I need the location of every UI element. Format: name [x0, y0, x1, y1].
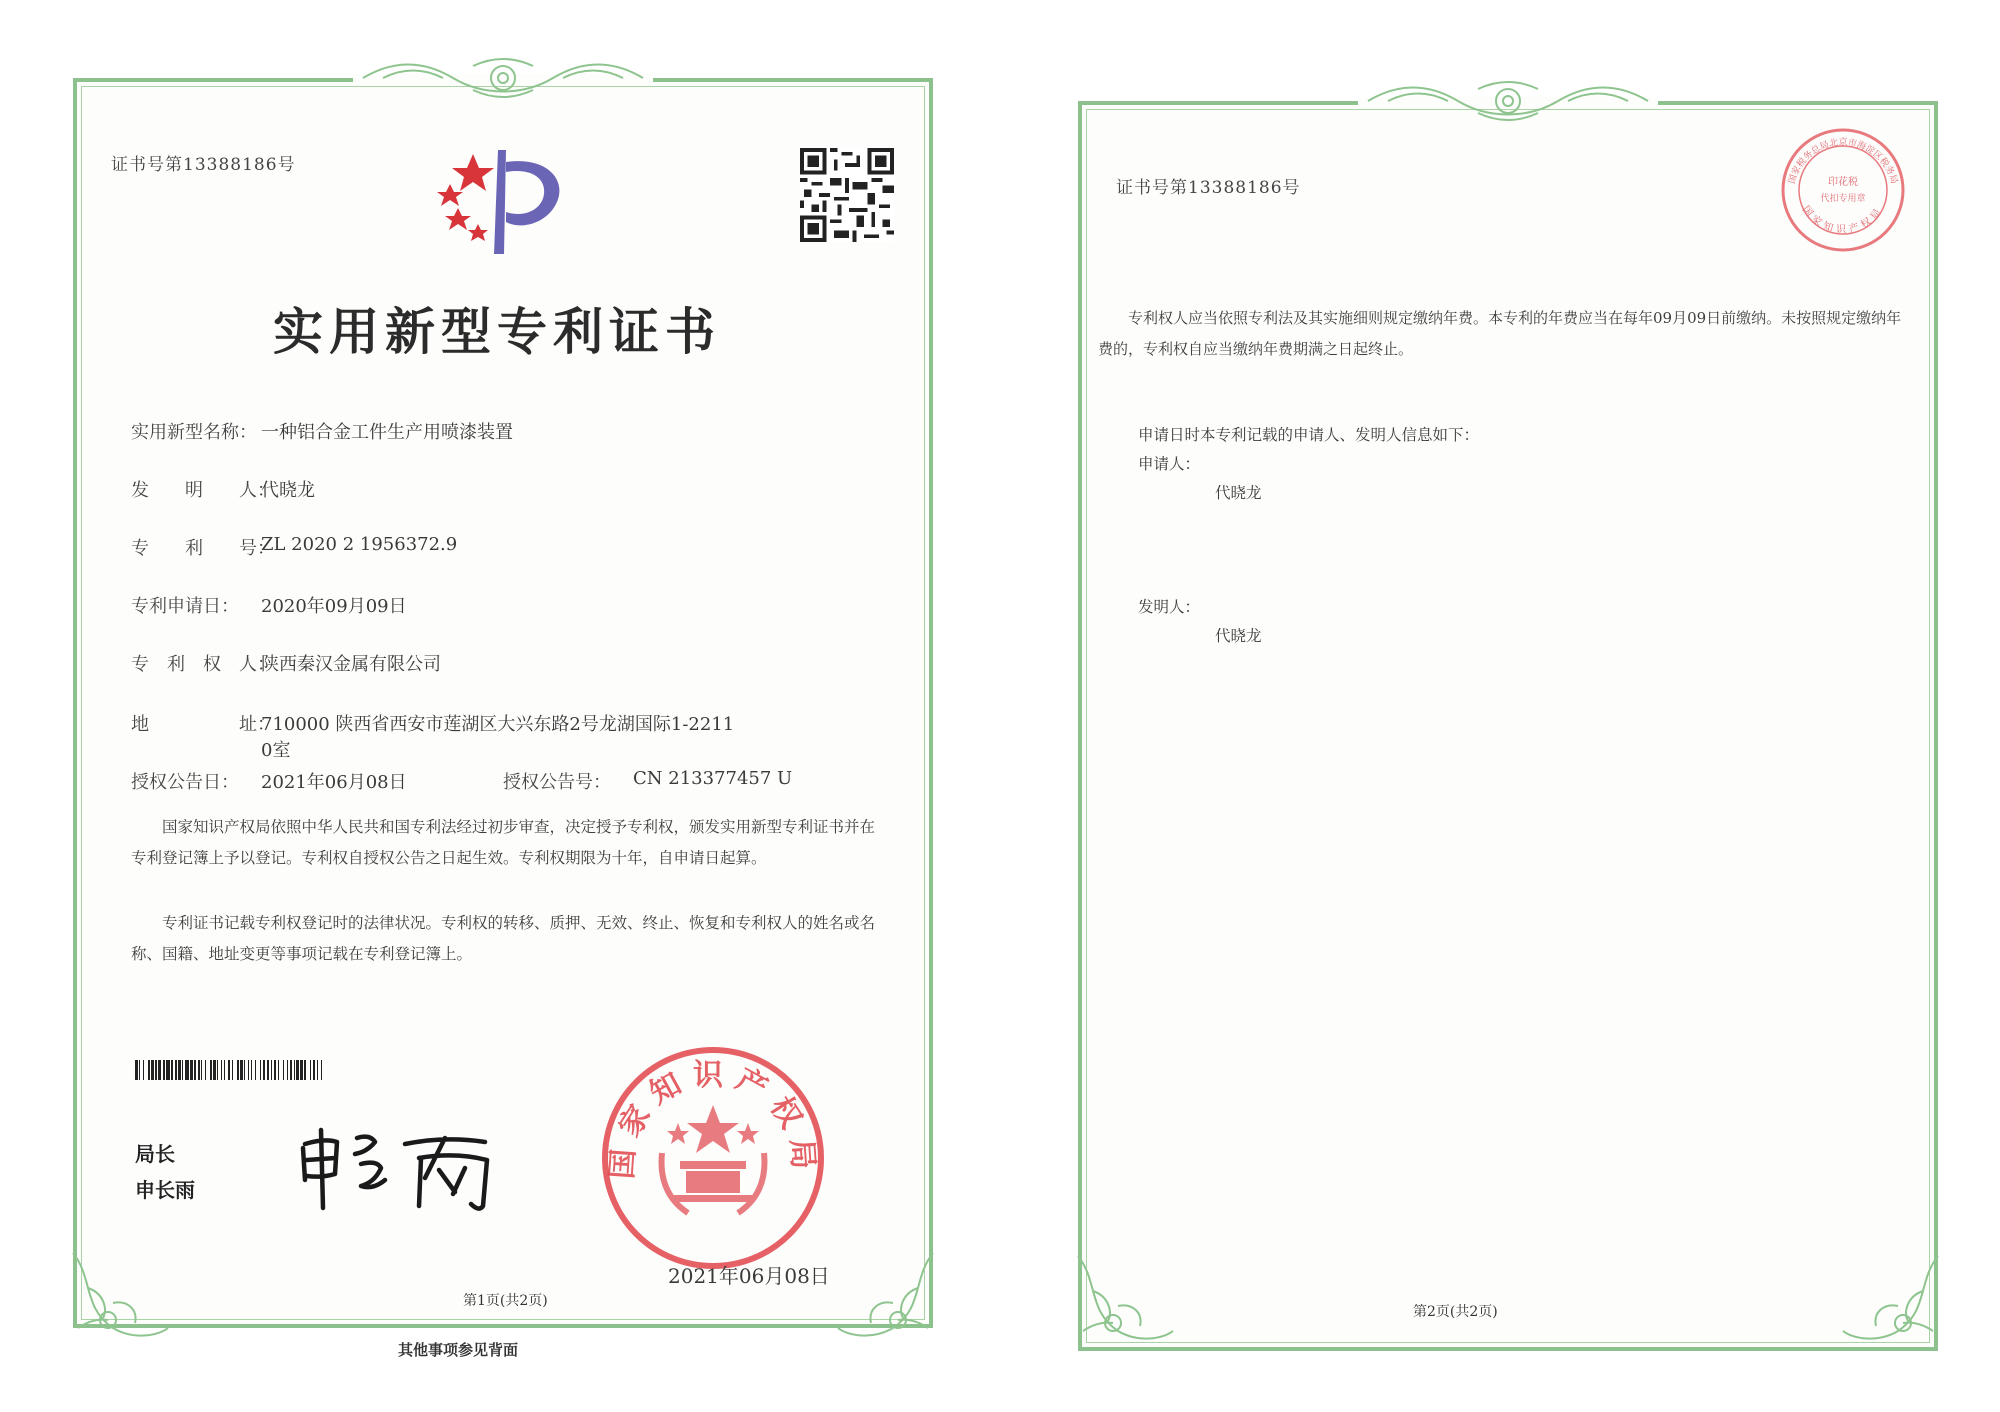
footer-note: 其他事项参见背面 — [398, 1341, 519, 1359]
inventor-label: 发明人： — [1138, 598, 1201, 616]
svg-text:国家知识产权局 — [1800, 204, 1886, 236]
certificate-number: 证书号第13388186号 — [1116, 178, 1301, 198]
field-label-address: 地 址： — [131, 714, 275, 735]
field-label-grant-date: 授权公告日： — [131, 772, 239, 793]
patent-office-logo-icon — [428, 146, 578, 256]
tax-stamp-bottom-text: 国家知识产权局 — [1799, 204, 1887, 236]
field-value-grant-date: 2021年06月08日 — [261, 772, 407, 793]
field-value-patentee: 陕西秦汉金属有限公司 — [261, 654, 441, 675]
annual-fee-paragraph: 专利权人应当依照专利法及其实施细则规定缴纳年费。本专利的年费应当在每年09月09日前缴纳。未按照规定缴纳年费的，专利权自应当缴纳年费期满之日起终止。 — [1098, 309, 1902, 358]
seal-text: 国家知识产权局 — [604, 1058, 822, 1181]
grant-paragraph: 国家知识产权局依照中华人民共和国专利法经过初步审查，决定授予专利权，颁发实用新型专利证书并在专利登记簿上予以登记。专利权自授权公告之日起生效。专利权期限为十年，自申请日起算。 — [131, 818, 876, 867]
corner-ornament-icon — [1838, 1251, 1948, 1346]
official-seal-icon — [598, 1043, 828, 1273]
field-value-address-line1: 710000 陕西省西安市莲湖区大兴东路2号龙湖国际1-2211 — [261, 714, 735, 735]
page-inner-border — [1086, 109, 1930, 1343]
certificate-front-page — [73, 78, 933, 1328]
field-value-address-line2: 0室 — [261, 740, 291, 761]
field-value-patent-no: ZL 2020 2 1956372.9 — [261, 534, 458, 555]
legal-status-paragraph: 专利证书记载专利权登记时的法律状况。专利权的转移、质押、无效、终止、恢复和专利权人的姓名或名称、国籍、地址变更等事项记载在专利登记簿上。 — [131, 914, 876, 963]
page-number: 第1页(共2页) — [463, 1293, 548, 1309]
certificate-number: 证书号第13388186号 — [111, 155, 296, 175]
tax-stamp-outer-text: 国家税务总局北京市海淀区税务局 — [1787, 138, 1899, 186]
handwritten-signature-icon — [295, 1108, 505, 1218]
corner-ornament-icon — [1068, 1251, 1178, 1346]
field-value-grant-no: CN 213377457 U — [633, 768, 793, 789]
signer-title: 局长 — [135, 1142, 175, 1166]
tax-stamp-inner-text: 印花税 — [1828, 177, 1858, 188]
field-value-inventor: 代晓龙 — [261, 480, 315, 501]
field-label-grant-no: 授权公告号： — [503, 772, 611, 793]
qr-code-icon — [800, 148, 894, 242]
certificate-title: 实用新型专利证书 — [273, 303, 721, 361]
field-label-patentee: 专 利 权 人： — [131, 654, 275, 675]
signer-name: 申长雨 — [135, 1178, 195, 1202]
field-label-patent-no: 专 利 号： — [131, 538, 275, 559]
field-label-name: 实用新型名称： — [131, 422, 257, 443]
top-ornament-icon — [353, 56, 653, 100]
seal-date: 2021年06月08日 — [668, 1264, 830, 1288]
barcode-icon — [135, 1060, 387, 1080]
field-value-name: 一种铝合金工件生产用喷漆装置 — [261, 422, 513, 443]
corner-ornament-icon — [833, 1248, 943, 1343]
applicant-value: 代晓龙 — [1215, 484, 1262, 502]
applicant-label: 申请人： — [1138, 455, 1201, 473]
field-label-filing-date: 专利申请日： — [131, 596, 239, 617]
info-intro: 申请日时本专利记载的申请人、发明人信息如下： — [1138, 426, 1480, 444]
field-label-inventor: 发 明 人： — [131, 480, 275, 501]
tax-stamp-inner-text: 代扣专用章 — [1820, 194, 1866, 204]
page-number: 第2页(共2页) — [1413, 1304, 1498, 1320]
top-ornament-icon — [1358, 79, 1658, 123]
field-value-filing-date: 2020年09月09日 — [261, 596, 407, 617]
certificate-back-page — [1078, 101, 1938, 1351]
inventor-value: 代晓龙 — [1215, 627, 1262, 645]
corner-ornament-icon — [63, 1248, 173, 1343]
tax-stamp-icon — [1778, 125, 1908, 255]
